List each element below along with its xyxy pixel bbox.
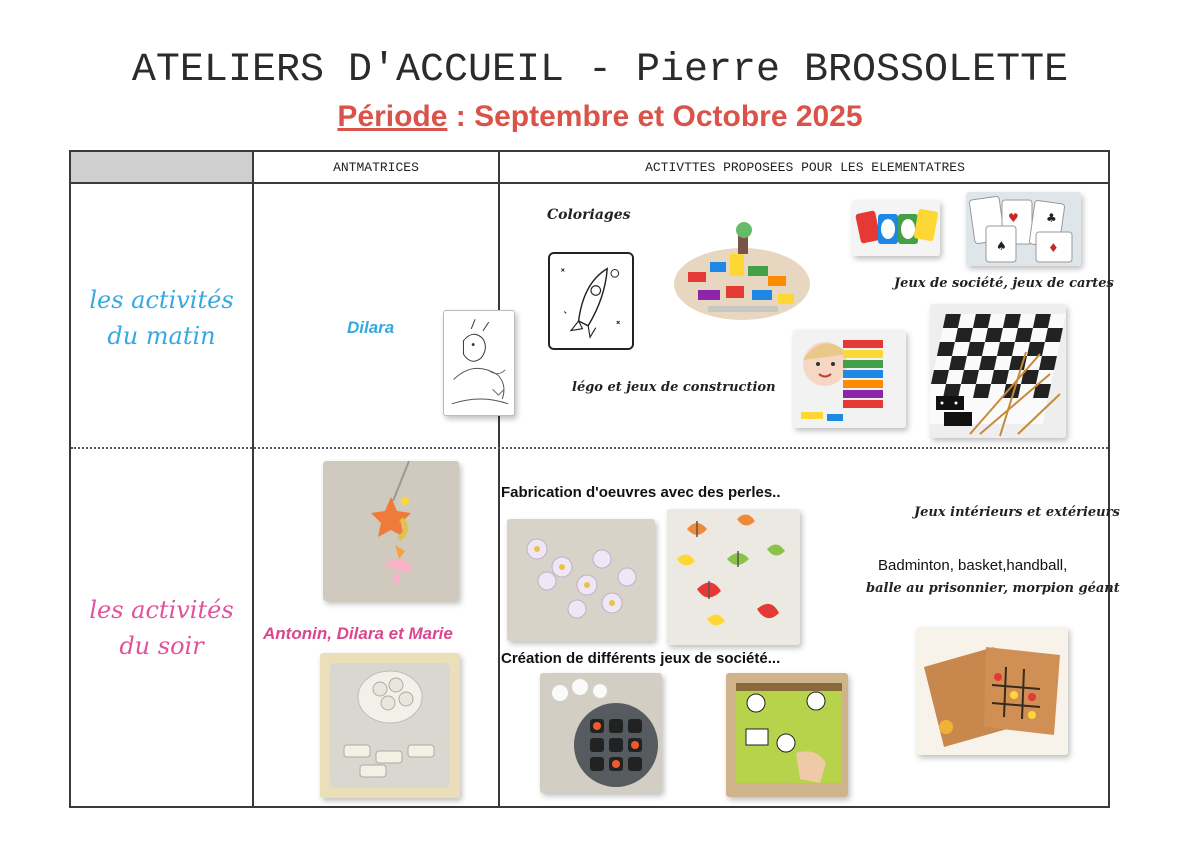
period-subtitle: [0, 100, 1200, 134]
caption-perles: Fabrication d'oeuvres avec des perles..: [501, 484, 781, 501]
svg-text:♥: ♥: [1008, 211, 1019, 225]
row-divider: [71, 447, 1108, 449]
pebble-tictactoe-image: [540, 673, 662, 793]
morning-period-label: [71, 282, 252, 354]
giant-morpion-image: [916, 627, 1068, 755]
svg-text:♣: ♣: [1046, 211, 1057, 225]
caption-creation-jeux: Création de différents jeux de société...: [501, 650, 781, 667]
header-corner-cell: [71, 152, 252, 182]
morning-line2: du matin: [107, 322, 216, 350]
evening-period-label: [71, 592, 252, 664]
svg-text:♦: ♦: [1048, 241, 1059, 255]
svg-text:♠: ♠: [996, 239, 1007, 253]
lego-image: [668, 214, 816, 334]
caption-balle-morpion: balle au prisonnier, morpion géant: [866, 581, 1120, 596]
column-divider: [498, 152, 500, 806]
football-game-image: [726, 673, 848, 797]
header-animatrices: ANTMATRICES: [333, 159, 419, 175]
uno-cards-image: [852, 200, 940, 256]
header-activities: ACTIVTTES PROPOSEES POUR LES ELEMENTATRES: [645, 159, 965, 175]
caption-jeux-societe: Jeux de société, jeux de cartes: [894, 276, 1114, 291]
evening-line1: les activités: [89, 596, 234, 624]
bambi-coloring-image: [443, 310, 515, 416]
period-value: : Septembre et Octobre 2025: [447, 100, 863, 133]
caption-jeux-interieurs: Jeux intérieurs et extérieurs: [914, 505, 1120, 520]
caption-sports: Badminton, basket,handball,: [878, 557, 1068, 574]
morning-line1: les activités: [89, 286, 234, 314]
handmade-game-image: [320, 653, 460, 798]
evening-animatrices: Antonin, Dilara et Marie: [263, 624, 453, 643]
chess-dominoes-image: [930, 304, 1066, 438]
jenga-image: [793, 330, 906, 428]
bead-butterflies-image: [667, 509, 800, 645]
header-divider: [71, 182, 1108, 184]
evening-line2: du soir: [119, 632, 204, 660]
page-title: ATELIERS D'ACCUEIL - Pierre BROSSOLETTE: [131, 48, 1069, 93]
playing-cards-image: [966, 192, 1081, 266]
bead-keychain-image: [323, 461, 459, 601]
caption-coloriages: Coloriages: [547, 207, 631, 223]
bead-flowers-image: [507, 519, 655, 641]
rocket-coloring-image: [548, 252, 634, 350]
caption-lego: légo et jeux de construction: [572, 380, 776, 395]
period-label: Période: [337, 100, 448, 133]
column-divider: [252, 152, 254, 806]
morning-animatrices: Dilara: [347, 318, 395, 337]
